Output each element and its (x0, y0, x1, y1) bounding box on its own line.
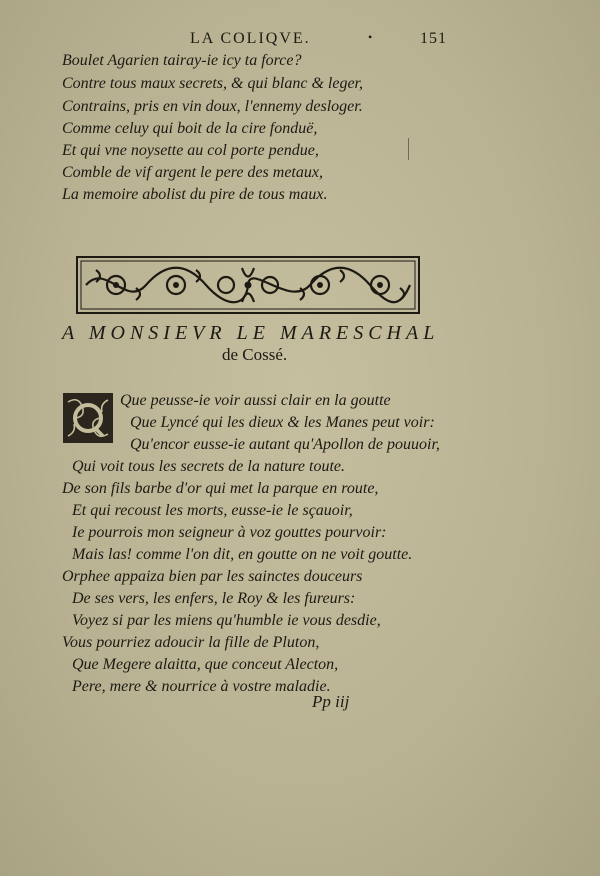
poem-line: Ie pourrois mon seigneur à voz gouttes pourvoir: (72, 524, 387, 541)
verse-line: Comble de vif argent le pere des metaux, (62, 164, 323, 181)
margin-mark (408, 138, 409, 160)
verse-line: Comme celuy qui boit de la cire fonduë, (62, 120, 318, 137)
poem-line: Vous pourriez adoucir la fille de Pluton, (62, 634, 320, 651)
poem-line: Voyez si par les miens qu'humble ie vous desdie, (72, 612, 381, 629)
poem-line: Mais las! comme l'on dit, en goutte on ne voit goutte. (72, 546, 413, 563)
drop-capital-icon (62, 392, 114, 444)
poem-line: Orphee appaiza bien par les sainctes douceurs (62, 568, 363, 585)
poem-subheading: de Cossé. (222, 345, 288, 364)
verse-line: La memoire abolist du pire de tous maux. (62, 186, 328, 203)
poem-line: Pere, mere & nourrice à vostre maladie. (72, 678, 331, 695)
poem-line: Que Megere alaitta, que conceut Alecton, (72, 656, 339, 673)
poem-line: Qui voit tous les secrets de la nature toute. (72, 458, 345, 475)
verse-line: Et qui vne noysette au col porte pendue, (62, 142, 319, 159)
header-mark: • (368, 30, 373, 44)
poem-line: Que peusse-ie voir aussi clair en la goutte (120, 392, 391, 409)
poem-line: De ses vers, les enfers, le Roy & les fureurs: (72, 590, 356, 607)
poem-line: Que Lyncé qui les dieux & les Manes peut voir: (130, 414, 435, 431)
poem-line: Qu'encor eusse-ie autant qu'Apollon de pouuoir, (130, 436, 440, 453)
poem-line: De son fils barbe d'or qui met la parque en route, (62, 480, 379, 497)
verse-line: Boulet Agarien tairay-ie icy ta force? (62, 52, 302, 69)
poem-heading: A MONSIEVR LE MARESCHAL (62, 322, 440, 344)
verse-line: Contrains, pris en vin doux, l'ennemy desloger. (62, 98, 363, 115)
verse-line: Contre tous maux secrets, & qui blanc & leger, (62, 75, 363, 92)
running-title: LA COLIQVE. (190, 30, 311, 47)
page-number: 151 (420, 30, 447, 47)
signature-mark: Pp iij (312, 692, 350, 711)
poem-line: Et qui recoust les morts, eusse-ie le sçauoir, (72, 502, 353, 519)
ornament-headpiece-icon (76, 256, 420, 314)
